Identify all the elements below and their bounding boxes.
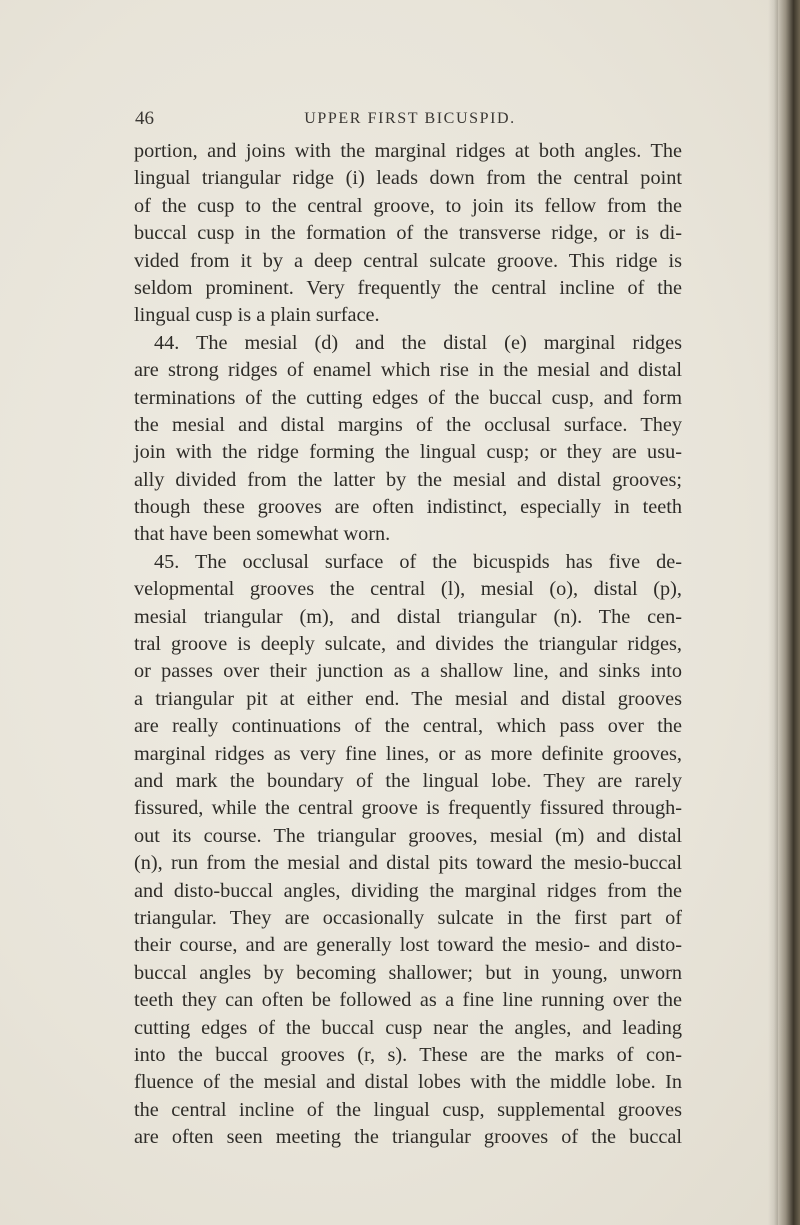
- text-line: seldom prominent. Very frequently the central incline of the: [134, 276, 682, 299]
- running-head: UPPER FIRST BICUSPID.: [304, 110, 516, 127]
- page-header: [135, 108, 685, 138]
- text-line: are strong ridges of enamel which rise in the mesial and distal: [134, 359, 682, 382]
- page-number: 46: [135, 108, 154, 129]
- text-line: buccal cusp in the formation of the transverse ridge, or is di-: [134, 222, 682, 245]
- body-text: [134, 138, 682, 1151]
- text-line: join with the ridge forming the lingual cusp; or they are usu-: [134, 441, 682, 464]
- text-line: that have been somewhat worn.: [134, 523, 391, 546]
- text-line: are really continuations of the central, which pass over the: [134, 715, 682, 738]
- text-line: or passes over their junction as a shallow line, and sinks into: [134, 660, 682, 683]
- text-line: mesial triangular (m), and distal triangular (n). The cen-: [134, 605, 682, 628]
- text-line: and disto-buccal angles, dividing the marginal ridges from the: [134, 879, 682, 902]
- text-line: vided from it by a deep central sulcate groove. This ridge is: [134, 249, 682, 272]
- text-line: velopmental grooves the central (l), mesial (o), distal (p),: [134, 578, 682, 601]
- text-line: terminations of the cutting edges of the buccal cusp, and form: [134, 386, 682, 409]
- text-line: out its course. The triangular grooves, mesial (m) and distal: [134, 824, 682, 847]
- text-line: a triangular pit at either end. The mesial and distal grooves: [134, 687, 682, 710]
- text-line: their course, and are generally lost toward the mesio- and disto-: [134, 934, 682, 957]
- text-line: though these grooves are often indistinct, especially in teeth: [134, 496, 682, 519]
- text-line: buccal angles by becoming shallower; but in young, unworn: [134, 961, 682, 984]
- text-line: (n), run from the mesial and distal pits toward the mesio-buccal: [134, 852, 682, 875]
- text-line: the central incline of the lingual cusp, supplemental grooves: [134, 1098, 682, 1121]
- text-line: of the cusp to the central groove, to join its fellow from the: [134, 194, 682, 217]
- text-line: tral groove is deeply sulcate, and divides the triangular ridges,: [134, 633, 682, 656]
- text-line: teeth they can often be followed as a fine line running over the: [134, 989, 682, 1012]
- text-line: portion, and joins with the marginal ridges at both angles. The: [134, 140, 682, 162]
- text-line: fluence of the mesial and distal lobes with the middle lobe. In: [134, 1071, 682, 1094]
- text-line: fissured, while the central groove is frequently fissured through-: [134, 797, 682, 820]
- text-line: ally divided from the latter by the mesial and distal grooves;: [134, 468, 682, 491]
- text-line: the mesial and distal margins of the occlusal surface. They: [134, 413, 682, 436]
- text-line: and mark the boundary of the lingual lobe. They are rarely: [134, 769, 682, 792]
- text-line: lingual triangular ridge (i) leads down from the central point: [134, 167, 682, 190]
- text-line: cutting edges of the buccal cusp near the angles, and leading: [134, 1016, 682, 1039]
- text-line: into the buccal grooves (r, s). These are the marks of con-: [134, 1043, 682, 1066]
- text-line: marginal ridges as very fine lines, or as more definite grooves,: [134, 742, 682, 765]
- paragraph-44-start: 44. The mesial (d) and the distal (e) marginal ridges: [154, 331, 682, 354]
- paragraph-45-start: 45. The occlusal surface of the bicuspids has five de-: [154, 550, 682, 573]
- text-line: are often seen meeting the triangular grooves of the buccal: [134, 1126, 682, 1149]
- text-line: lingual cusp is a plain surface.: [134, 304, 380, 327]
- book-spine-edge: [774, 0, 800, 1225]
- text-line: triangular. They are occasionally sulcate in the first part of: [134, 906, 682, 929]
